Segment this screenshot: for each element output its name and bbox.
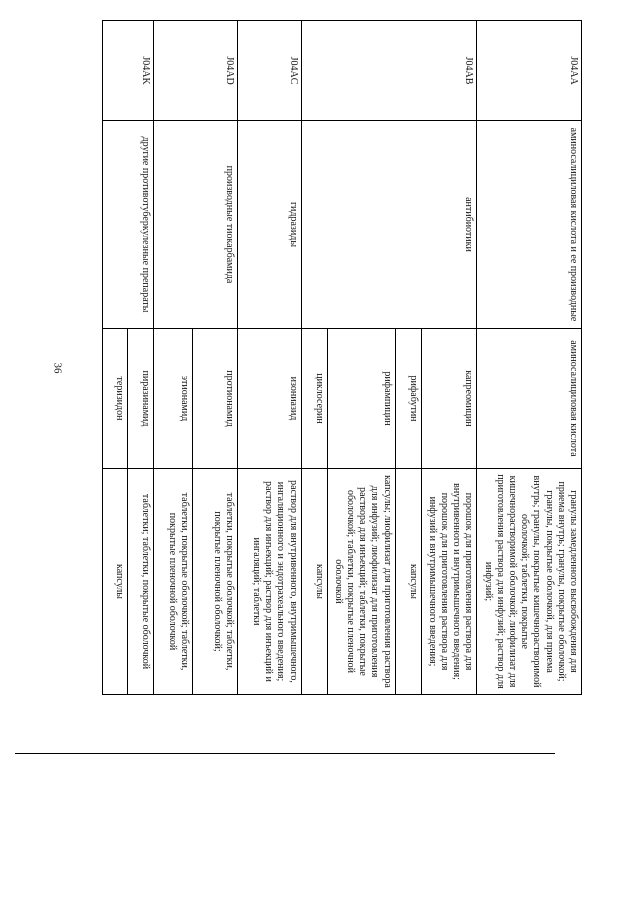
drug-name-cell: рифампицин	[328, 329, 395, 469]
table-row	[477, 21, 582, 695]
drug-name-cell: пиразинамид	[127, 329, 154, 469]
drug-name-cell: протионамид	[193, 329, 238, 469]
dosage-form-cell: раствор для внутривенного, внутримышечного, ингаляционного и эндотрахеального введения; раствор для инъекций; раствор для инъекций и ингаляций; таблетки	[238, 469, 301, 695]
atc-code-cell: J04AA	[477, 21, 582, 121]
group-cell: производные тиокарбамида	[154, 121, 238, 329]
dosage-form-cell: капсулы; лиофилизат для приготовления раствора для инфузий; лиофилизат для приготовления раствора для инъекций; таблетки, покрытые оболочкой; таблетки, покрытые пленочной оболочкой	[328, 469, 395, 695]
table-row	[193, 21, 238, 695]
group-cell: гидразиды	[238, 121, 301, 329]
dosage-form-cell: таблетки; таблетки, покрытые оболочкой	[127, 469, 154, 695]
drug-name-cell: аминосалициловая кислота	[477, 329, 582, 469]
drug-name-cell: теризидон	[103, 329, 128, 469]
group-cell: антибиотики	[301, 121, 477, 329]
dosage-form-cell: гранулы замедленного высвобождения для приема внутрь; гранулы, покрытые оболочкой; гранулы, покрытые оболочкой, для приема внутрь; гранулы, покрытые кишечнорастворимой оболочкой; таблетки, покрытые кишечнорастворимой оболочкой; лиофилизат для приготовления раствора для инфузий; раствор для инфузий;	[477, 469, 582, 695]
drug-name-cell: капреомицин	[422, 329, 477, 469]
footer-rule	[15, 753, 555, 754]
dosage-form-cell: капсулы	[103, 469, 128, 695]
table-row	[422, 21, 477, 695]
atc-code-cell: J04AB	[301, 21, 477, 121]
dosage-form-cell: таблетки, покрытые оболочкой; таблетки, покрытые пленочной оболочкой;	[193, 469, 238, 695]
group-cell: другие противотуберкулезные препараты	[103, 121, 154, 329]
dosage-form-cell: таблетки, покрытые оболочкой; таблетки, покрытые пленочной оболочкой	[154, 469, 193, 695]
drug-name-cell: циклосерин	[301, 329, 328, 469]
drug-name-cell: этионамид	[154, 329, 193, 469]
drug-table	[102, 20, 582, 695]
page-number: 36	[51, 362, 64, 374]
group-cell: аминосалициловая кислота и ее производные	[477, 121, 582, 329]
drug-name-cell: рифабутин	[395, 329, 422, 469]
rotated-table-wrapper	[102, 20, 582, 694]
dosage-form-cell: капсулы	[395, 469, 422, 695]
dosage-form-cell: капсулы	[301, 469, 328, 695]
atc-code-cell: J04AC	[238, 21, 301, 121]
atc-code-cell: J04AK	[103, 21, 154, 121]
table-row	[238, 21, 301, 695]
drug-name-cell: изониазид	[238, 329, 301, 469]
dosage-form-cell: порошок для приготовления раствора для внутривенного и внутримышечного введения; порошок для приготовления раствора для инфузий и внутримышечного введения;	[422, 469, 477, 695]
table-row	[127, 21, 154, 695]
atc-code-cell: J04AD	[154, 21, 238, 121]
